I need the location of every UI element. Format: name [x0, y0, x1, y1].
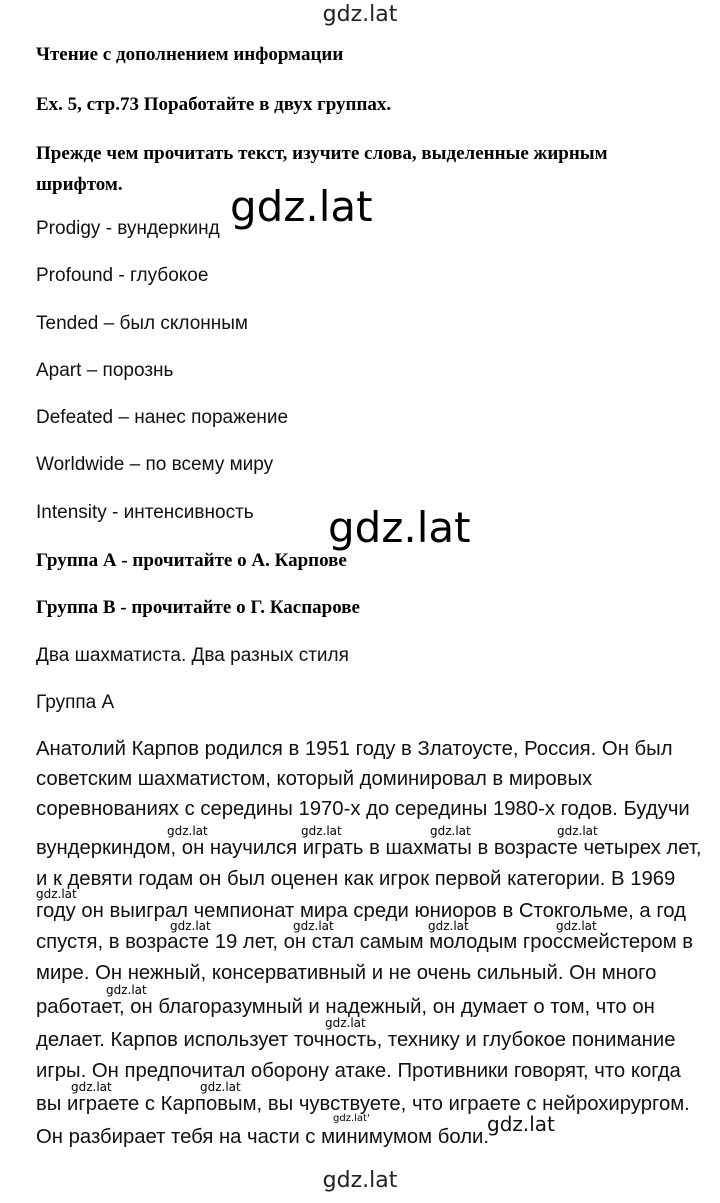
vocab-item: Profound - глубокое: [36, 265, 209, 286]
group-a-task: Группа А - прочитайте о А. Карпове: [36, 550, 347, 571]
vocab-item: Apart – порознь: [36, 360, 174, 381]
watermark-mid: gdz.lat: [487, 1112, 555, 1136]
paragraph-line: вундеркиндом, он научился играть в шахматы в возрасте четырех лет,: [36, 837, 702, 859]
watermark-large-1: gdz.lat: [230, 182, 373, 231]
watermark-top: gdz.lat: [322, 2, 398, 27]
watermark-bottom: gdz.lat: [322, 1168, 398, 1193]
instruction-line-1: Прежде чем прочитать текст, изучите слова, выделенные жирным: [36, 143, 608, 164]
instruction-line-2: шрифтом.: [36, 174, 123, 195]
paragraph-line: игры. Он предпочитал оборону атаке. Противники говорят, что когда: [36, 1060, 681, 1082]
vocab-item: Defeated – нанес поражение: [36, 407, 289, 428]
text-title: Два шахматиста. Два разных стиля: [36, 645, 349, 666]
watermark-small: gdz.lat: [106, 983, 147, 997]
watermark-small: gdz.lat: [167, 824, 208, 838]
group-b-task: Группа В - прочитайте о Г. Каспарове: [36, 597, 360, 618]
paragraph-line: вы играете с Карповым, вы чувствуете, что играете с нейрохирургом.: [36, 1093, 690, 1115]
section-heading: Чтение с дополнением информации: [36, 44, 344, 65]
vocab-item: Tended – был склонным: [36, 313, 248, 334]
group-label: Группа А: [36, 692, 115, 713]
vocab-item: Worldwide – по всему миру: [36, 454, 274, 475]
paragraph-line: советским шахматистом, который доминировал в мировых: [36, 768, 593, 790]
watermark-small: gdz.lat: [71, 1080, 112, 1094]
watermark-small: gdz.lat: [325, 1016, 366, 1030]
watermark-small: gdz.lat: [170, 919, 211, 933]
watermark-small: gdz.lat: [36, 887, 77, 901]
paragraph-line: году он выиграл чемпионат мира среди юниоров в Стокгольме, а год: [36, 900, 686, 922]
paragraph-line: мире. Он нежный, консервативный и не очень сильный. Он много: [36, 962, 657, 984]
exercise-title: Ex. 5, стр.73 Поработайте в двух группах.: [36, 94, 392, 115]
paragraph-line: соревнованиях с середины 1970-х до середины 1980-х годов. Будучи: [36, 798, 690, 820]
watermark-small: gdz.lat: [430, 824, 471, 838]
paragraph-line: работает, он благоразумный и надежный, он думает о том, что он: [36, 996, 655, 1018]
paragraph-line: делает. Карпов использует точность, технику и глубокое понимание: [36, 1029, 676, 1051]
watermark-tiny: gdz.lat': [333, 1113, 370, 1124]
watermark-small: gdz.lat: [556, 919, 597, 933]
watermark-small: gdz.lat: [301, 824, 342, 838]
watermark-small: gdz.lat: [293, 919, 334, 933]
paragraph-line: Он разбирает тебя на части с минимумом боли.: [36, 1126, 490, 1148]
paragraph-line: и к девяти годам он был оценен как игрок первой категории. В 1969: [36, 868, 676, 890]
watermark-small: gdz.lat: [428, 919, 469, 933]
watermark-large-2: gdz.lat: [328, 503, 471, 552]
watermark-small: gdz.lat: [557, 824, 598, 838]
paragraph-line: Анатолий Карпов родился в 1951 году в Златоусте, Россия. Он был: [36, 738, 673, 760]
vocab-item: Prodigy - вундеркинд: [36, 218, 220, 239]
vocab-item: Intensity - интенсивность: [36, 502, 254, 523]
paragraph-line: спустя, в возрасте 19 лет, он стал самым молодым гроссмейстером в: [36, 931, 694, 953]
watermark-small: gdz.lat: [200, 1080, 241, 1094]
